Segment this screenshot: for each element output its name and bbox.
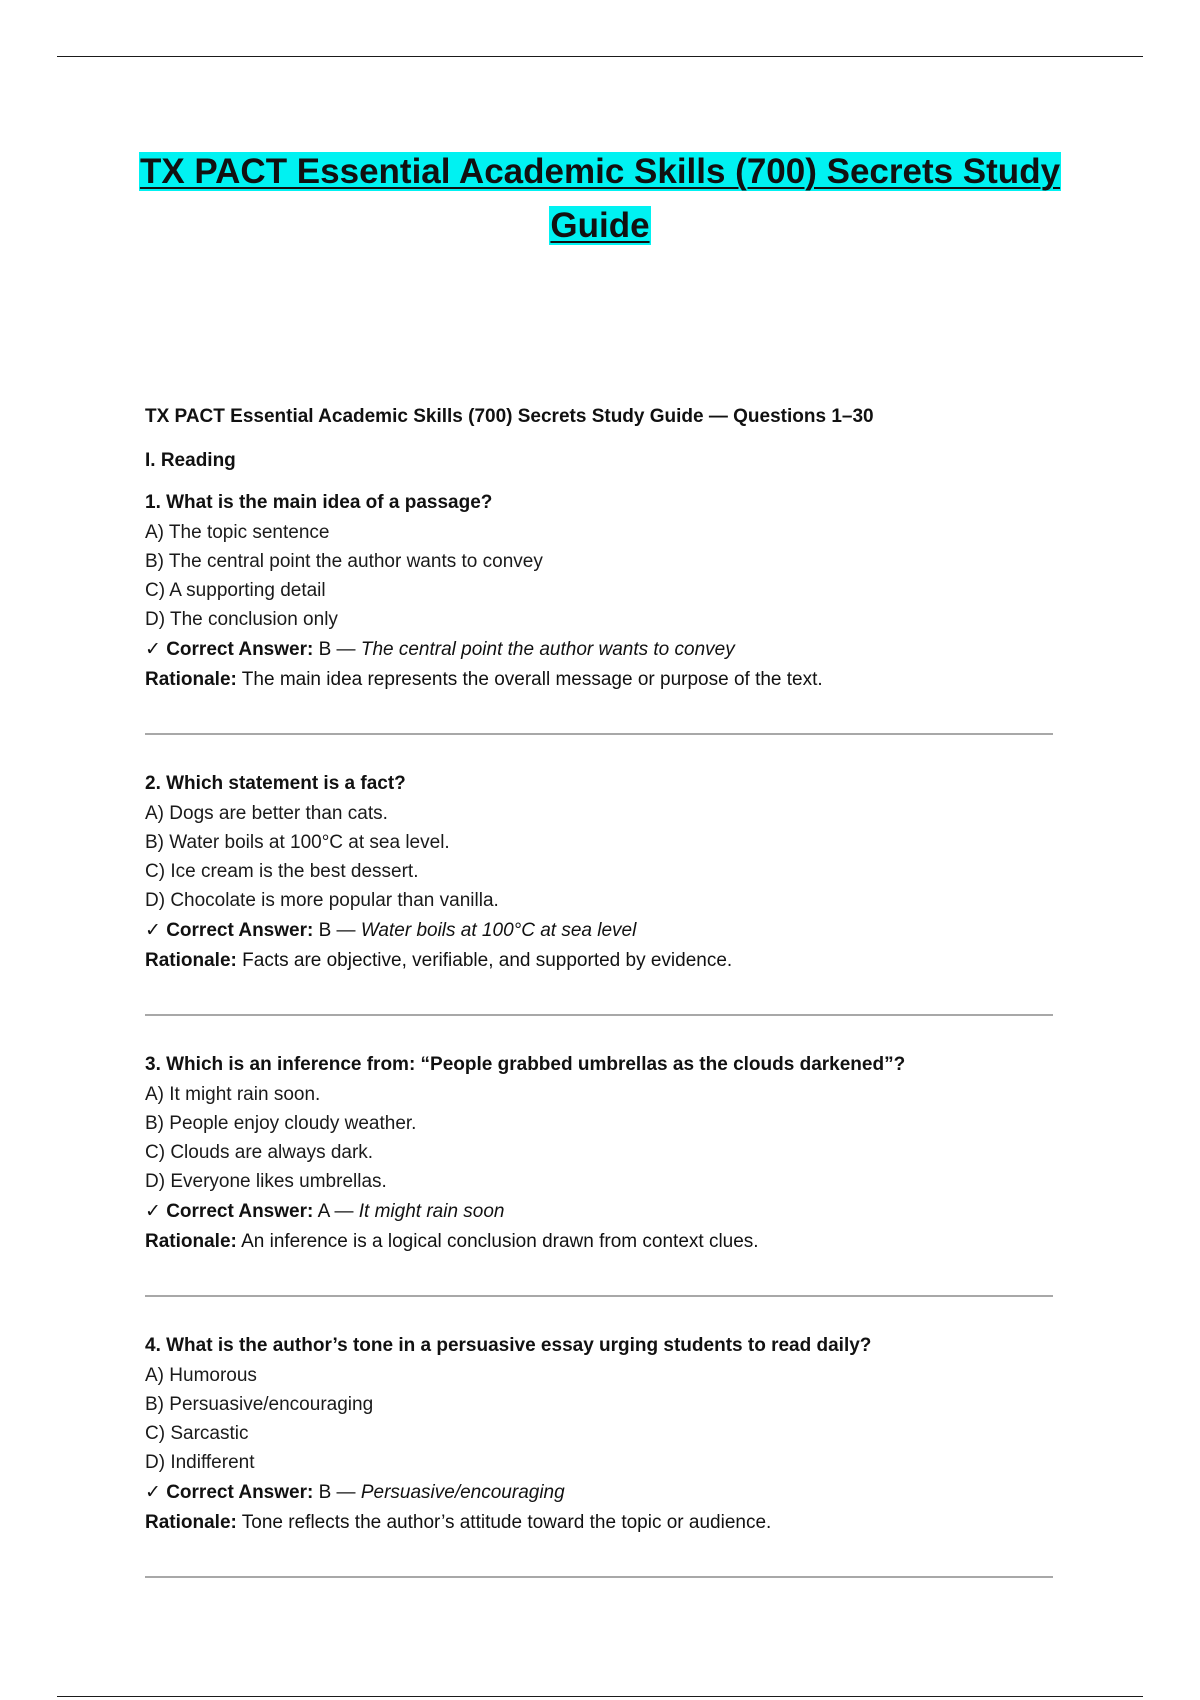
question-divider (145, 1295, 1053, 1297)
rationale-text: Tone reflects the author’s attitude toward the topic or audience. (241, 1512, 772, 1533)
correct-answer-label: Correct Answer: (166, 920, 314, 941)
rationale-text: Facts are objective, verifiable, and supported by evidence. (242, 950, 733, 971)
correct-answer (145, 634, 1055, 665)
option-a: A) The topic sentence (145, 522, 330, 543)
rationale-text: An inference is a logical conclusion drawn from context clues. (241, 1231, 759, 1252)
answer-letter: B — (318, 920, 356, 941)
answer-letter: A — (317, 1201, 354, 1222)
correct-answer-label: Correct Answer: (166, 1201, 314, 1222)
correct-answer-label: Correct Answer: (166, 1482, 314, 1503)
section-heading: I. Reading (145, 450, 236, 471)
rationale-label: Rationale: (145, 950, 237, 971)
option-a: A) Dogs are better than cats. (145, 803, 388, 824)
answer-text: Persuasive/encouraging (360, 1482, 565, 1503)
question-divider (145, 1014, 1053, 1016)
answer-text: Water boils at 100°C at sea level (360, 920, 637, 941)
correct-answer (145, 1196, 1055, 1227)
option-b: B) Persuasive/encouraging (145, 1394, 374, 1415)
document-title (100, 145, 1100, 253)
answer-text: It might rain soon (358, 1201, 505, 1222)
question-3 (145, 1050, 1055, 1257)
answer-text: The central point the author wants to convey (360, 639, 735, 660)
option-a: A) Humorous (145, 1365, 257, 1386)
question-1 (145, 488, 1055, 695)
option-c: C) Clouds are always dark. (145, 1142, 374, 1163)
option-d: D) Indifferent (145, 1452, 255, 1473)
question-divider (145, 733, 1053, 735)
rationale-label: Rationale: (145, 669, 237, 690)
check-mark-icon: ✓ (145, 1201, 161, 1222)
question-title: 4. What is the author’s tone in a persuasive essay urging students to read daily? (145, 1335, 872, 1356)
option-b: B) The central point the author wants to convey (145, 551, 543, 572)
option-c: C) Sarcastic (145, 1423, 249, 1444)
question-title: 1. What is the main idea of a passage? (145, 492, 493, 513)
option-c: C) A supporting detail (145, 580, 326, 601)
document-title-line-2: Guide (550, 206, 650, 245)
answer-letter: B — (318, 639, 356, 660)
rationale (145, 1508, 1055, 1538)
page-top-rule (57, 56, 1143, 57)
option-c: C) Ice cream is the best dessert. (145, 861, 419, 882)
page-bottom-rule (57, 1696, 1143, 1697)
rationale-label: Rationale: (145, 1512, 237, 1533)
rationale (145, 1227, 1055, 1257)
question-4 (145, 1331, 1055, 1538)
correct-answer (145, 1477, 1055, 1508)
option-b: B) People enjoy cloudy weather. (145, 1113, 417, 1134)
correct-answer-label: Correct Answer: (166, 639, 314, 660)
question-divider (145, 1576, 1053, 1578)
check-mark-icon: ✓ (145, 1482, 161, 1503)
option-d: D) Everyone likes umbrellas. (145, 1171, 387, 1192)
option-b: B) Water boils at 100°C at sea level. (145, 832, 450, 853)
question-2 (145, 769, 1055, 976)
question-title: 3. Which is an inference from: “People grabbed umbrellas as the clouds darkened”? (145, 1054, 906, 1075)
check-mark-icon: ✓ (145, 639, 161, 660)
rationale (145, 665, 1055, 695)
rationale-text: The main idea represents the overall message or purpose of the text. (241, 669, 823, 690)
option-d: D) Chocolate is more popular than vanilla. (145, 890, 499, 911)
document-title-line-1: TX PACT Essential Academic Skills (700) Secrets Study (139, 152, 1061, 191)
answer-letter: B — (318, 1482, 356, 1503)
option-a: A) It might rain soon. (145, 1084, 321, 1105)
rationale-label: Rationale: (145, 1231, 237, 1252)
check-mark-icon: ✓ (145, 920, 161, 941)
document-subtitle: TX PACT Essential Academic Skills (700) Secrets Study Guide — Questions 1–30 (145, 406, 874, 427)
rationale (145, 946, 1055, 976)
correct-answer (145, 915, 1055, 946)
option-d: D) The conclusion only (145, 609, 338, 630)
document-body (145, 402, 1055, 1612)
question-title: 2. Which statement is a fact? (145, 773, 406, 794)
